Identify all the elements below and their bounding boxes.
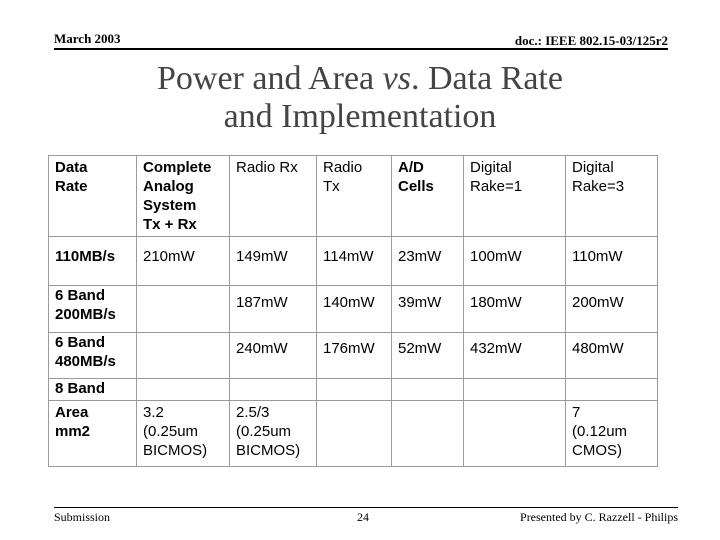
table-cell: 39mW: [392, 286, 464, 333]
row-label: 8 Band: [49, 379, 137, 401]
table-cell: 200mW: [566, 286, 658, 333]
data-table: [48, 155, 658, 467]
table-cell: 480mW: [566, 333, 658, 379]
table-cell: [317, 379, 392, 401]
table-row: [49, 286, 658, 333]
table-cell: [137, 286, 230, 333]
area-complete-analog: 3.2 (0.25um BICMOS): [137, 401, 230, 467]
table-cell: 52mW: [392, 333, 464, 379]
table-cell: [137, 333, 230, 379]
table-cell: 110mW: [566, 237, 658, 286]
table-cell: [464, 379, 566, 401]
row-label-area: Area mm2: [49, 401, 137, 467]
row-label: 6 Band 200MB/s: [49, 286, 137, 333]
slide-title: [0, 60, 720, 136]
table-row: [49, 379, 658, 401]
page-number: 24: [357, 510, 369, 524]
row-label: 110MB/s: [49, 237, 137, 286]
table-header-row: [49, 156, 658, 237]
table-cell: [392, 379, 464, 401]
table-cell: 187mW: [230, 286, 317, 333]
table-cell: 114mW: [317, 237, 392, 286]
col-header-digital-rake3: Digital Rake=3: [566, 156, 658, 237]
col-header-radio-tx: Radio Tx: [317, 156, 392, 237]
table-cell: [317, 401, 392, 467]
table-row-area: [49, 401, 658, 467]
table-cell: [137, 379, 230, 401]
table-cell: [392, 401, 464, 467]
table-cell: 100mW: [464, 237, 566, 286]
area-digital-rake3: 7 (0.12um CMOS): [566, 401, 658, 467]
title-line-2: and Implementation: [223, 98, 497, 135]
col-header-radio-rx: Radio Rx: [230, 156, 317, 237]
header-date: March 2003: [54, 31, 121, 46]
table-row: [49, 333, 658, 379]
col-header-digital-rake1: Digital Rake=1: [464, 156, 566, 237]
col-header-ad-cells: A/D Cells: [392, 156, 464, 237]
header-divider: [54, 48, 668, 50]
col-header-complete-analog: Complete Analog System Tx + Rx: [137, 156, 230, 237]
table-cell: [230, 379, 317, 401]
table-cell: 210mW: [137, 237, 230, 286]
footer-divider: [54, 507, 678, 508]
header-doc-id: doc.: IEEE 802.15-03/125r2: [514, 33, 668, 48]
area-radio-rx: 2.5/3 (0.25um BICMOS): [230, 401, 317, 467]
table-cell: 23mW: [392, 237, 464, 286]
table-row: [49, 237, 658, 286]
table-cell: [566, 379, 658, 401]
table-cell: 149mW: [230, 237, 317, 286]
footer-submission: Submission: [54, 510, 111, 524]
table-cell: [464, 401, 566, 467]
table-cell: 180mW: [464, 286, 566, 333]
table-cell: 432mW: [464, 333, 566, 379]
col-header-data-rate: Data Rate: [49, 156, 137, 237]
table-cell: 240mW: [230, 333, 317, 379]
footer-presenter: Presented by C. Razzell - Philips: [520, 510, 678, 524]
table-cell: 176mW: [317, 333, 392, 379]
title-line-1: Power and Area vs. Data Rate: [157, 60, 563, 97]
row-label: 6 Band 480MB/s: [49, 333, 137, 379]
table-cell: 140mW: [317, 286, 392, 333]
